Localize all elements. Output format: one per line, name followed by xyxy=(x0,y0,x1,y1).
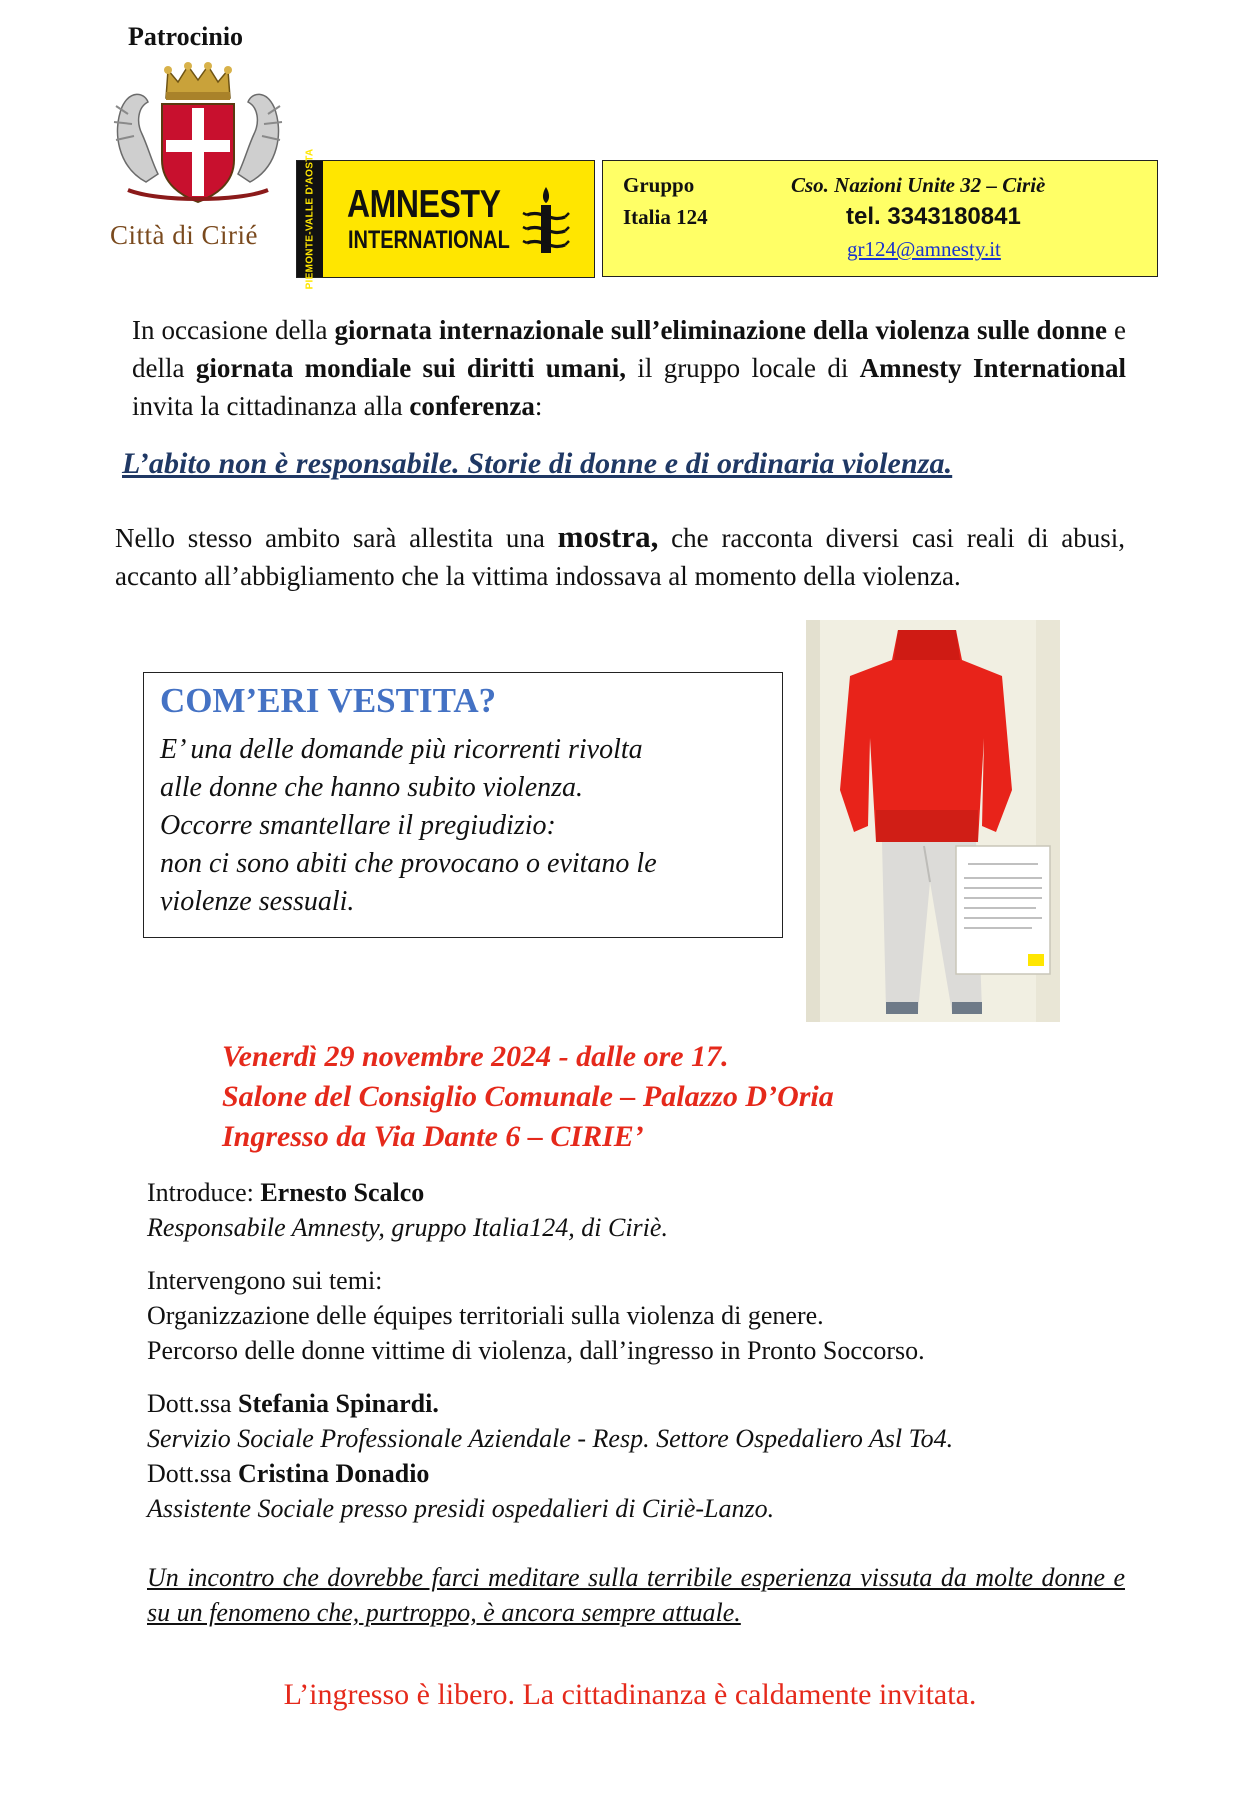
exhibit-text-1: Nello stesso ambito sarà allestita una xyxy=(115,523,558,553)
speaker-role: Servizio Sociale Professionale Aziendale - Resp. Settore Ospedaliero Asl To4. xyxy=(147,1424,954,1453)
amnesty-wordmark-international: INTERNATIONAL xyxy=(348,226,510,254)
question-line: non ci sono abiti che provocano o evitano le xyxy=(160,848,657,879)
topic-item: Organizzazione delle équipes territoriali sulla violenza di genere. xyxy=(147,1301,824,1330)
question-line: violenze sessuali. xyxy=(160,886,355,917)
introducer-section xyxy=(147,1175,668,1245)
intro-bold-3: Amnesty International xyxy=(859,353,1127,383)
candle-barbed-wire-icon xyxy=(517,183,575,261)
event-date: Venerdì 29 novembre 2024 - dalle ore 17. xyxy=(222,1040,729,1073)
event-venue: Salone del Consiglio Comunale – Palazzo D’Oria xyxy=(222,1080,834,1113)
speaker-name: Cristina Donadio xyxy=(238,1459,430,1488)
conference-title: L’abito non è responsabile. Storie di donne e di ordinaria violenza. xyxy=(122,447,953,480)
contact-box xyxy=(602,160,1158,277)
introducer-name: Ernesto Scalco xyxy=(260,1178,425,1207)
intro-paragraph xyxy=(132,311,1126,425)
question-text xyxy=(160,731,770,921)
exhibit-text-2: che racconta diversi casi reali di abusi, accanto all’abbigliamento che la vittima indossava al momento della violenza. xyxy=(115,523,1125,591)
intro-bold-4: conferenza xyxy=(409,391,535,421)
question-box xyxy=(143,672,783,938)
amnesty-wordmark-amnesty: AMNESTY xyxy=(347,183,501,226)
question-line: E’ una delle domande più ricorrenti rivolta xyxy=(160,734,643,765)
introducer-role: Responsabile Amnesty, gruppo Italia124, di Ciriè. xyxy=(147,1213,668,1242)
amnesty-logo xyxy=(296,148,595,290)
exhibit-paragraph xyxy=(115,518,1125,595)
speaker-role: Assistente Sociale presso presidi ospedalieri di Ciriè-Lanzo. xyxy=(147,1494,775,1523)
group-number: Italia 124 xyxy=(623,205,708,229)
free-entry-note: L’ingresso è libero. La cittadinanza è caldamente invitata. xyxy=(283,1678,977,1711)
event-details xyxy=(222,1037,834,1157)
closing-statement: Un incontro che dovrebbe farci meditare sulla terribile esperienza vissuta da molte donne e su un fenomeno che, purtroppo, è ancora sempre attuale. xyxy=(147,1563,1125,1627)
phone-number: tel. 3343180841 xyxy=(846,203,1021,230)
introducer-label: Introduce: xyxy=(147,1178,261,1207)
speaker-title: Dott.ssa xyxy=(147,1389,238,1418)
exhibit-bold: mostra, xyxy=(557,519,659,554)
speakers-section xyxy=(147,1386,953,1526)
city-crest-logo xyxy=(108,62,288,212)
speaker-title: Dott.ssa xyxy=(147,1459,238,1488)
intro-text-3: il gruppo locale di xyxy=(626,353,860,383)
topics-section xyxy=(147,1263,925,1368)
topic-item: Percorso delle donne vittime di violenza, dall’ingresso in Pronto Soccorso. xyxy=(147,1336,925,1365)
amnesty-region-strip xyxy=(297,148,323,290)
intro-text-1: In occasione della xyxy=(132,315,335,345)
amnesty-region-label: PIEMONTE-VALLE D'AOSTA xyxy=(304,148,316,290)
email-link[interactable]: gr124@amnesty.it xyxy=(847,237,1001,261)
intro-text-2: e della xyxy=(132,315,1126,383)
intro-bold-2: giornata mondiale sui diritti umani, xyxy=(195,353,626,383)
patrocinio-label: Patrocinio xyxy=(128,22,244,51)
question-line: Occorre smantellare il pregiudizio: xyxy=(160,810,556,841)
intro-bold-1: giornata internazionale sull’eliminazione della violenza sulle donne xyxy=(334,315,1107,345)
clothing-exhibit-photo xyxy=(806,620,1060,1022)
intro-text-4: invita la cittadinanza alla xyxy=(132,391,410,421)
question-title: COM’ERI VESTITA? xyxy=(160,681,497,720)
speaker-name: Stefania Spinardi. xyxy=(238,1389,439,1418)
city-name: Città di Cirié xyxy=(110,220,258,250)
event-entrance: Ingresso da Via Dante 6 – CIRIE’ xyxy=(222,1120,644,1153)
topics-label: Intervengono sui temi: xyxy=(147,1266,383,1295)
question-line: alle donne che hanno subito violenza. xyxy=(160,772,584,803)
intro-text-5: : xyxy=(534,391,543,421)
address: Cso. Nazioni Unite 32 – Ciriè xyxy=(791,173,1046,197)
group-label: Gruppo xyxy=(623,173,695,197)
